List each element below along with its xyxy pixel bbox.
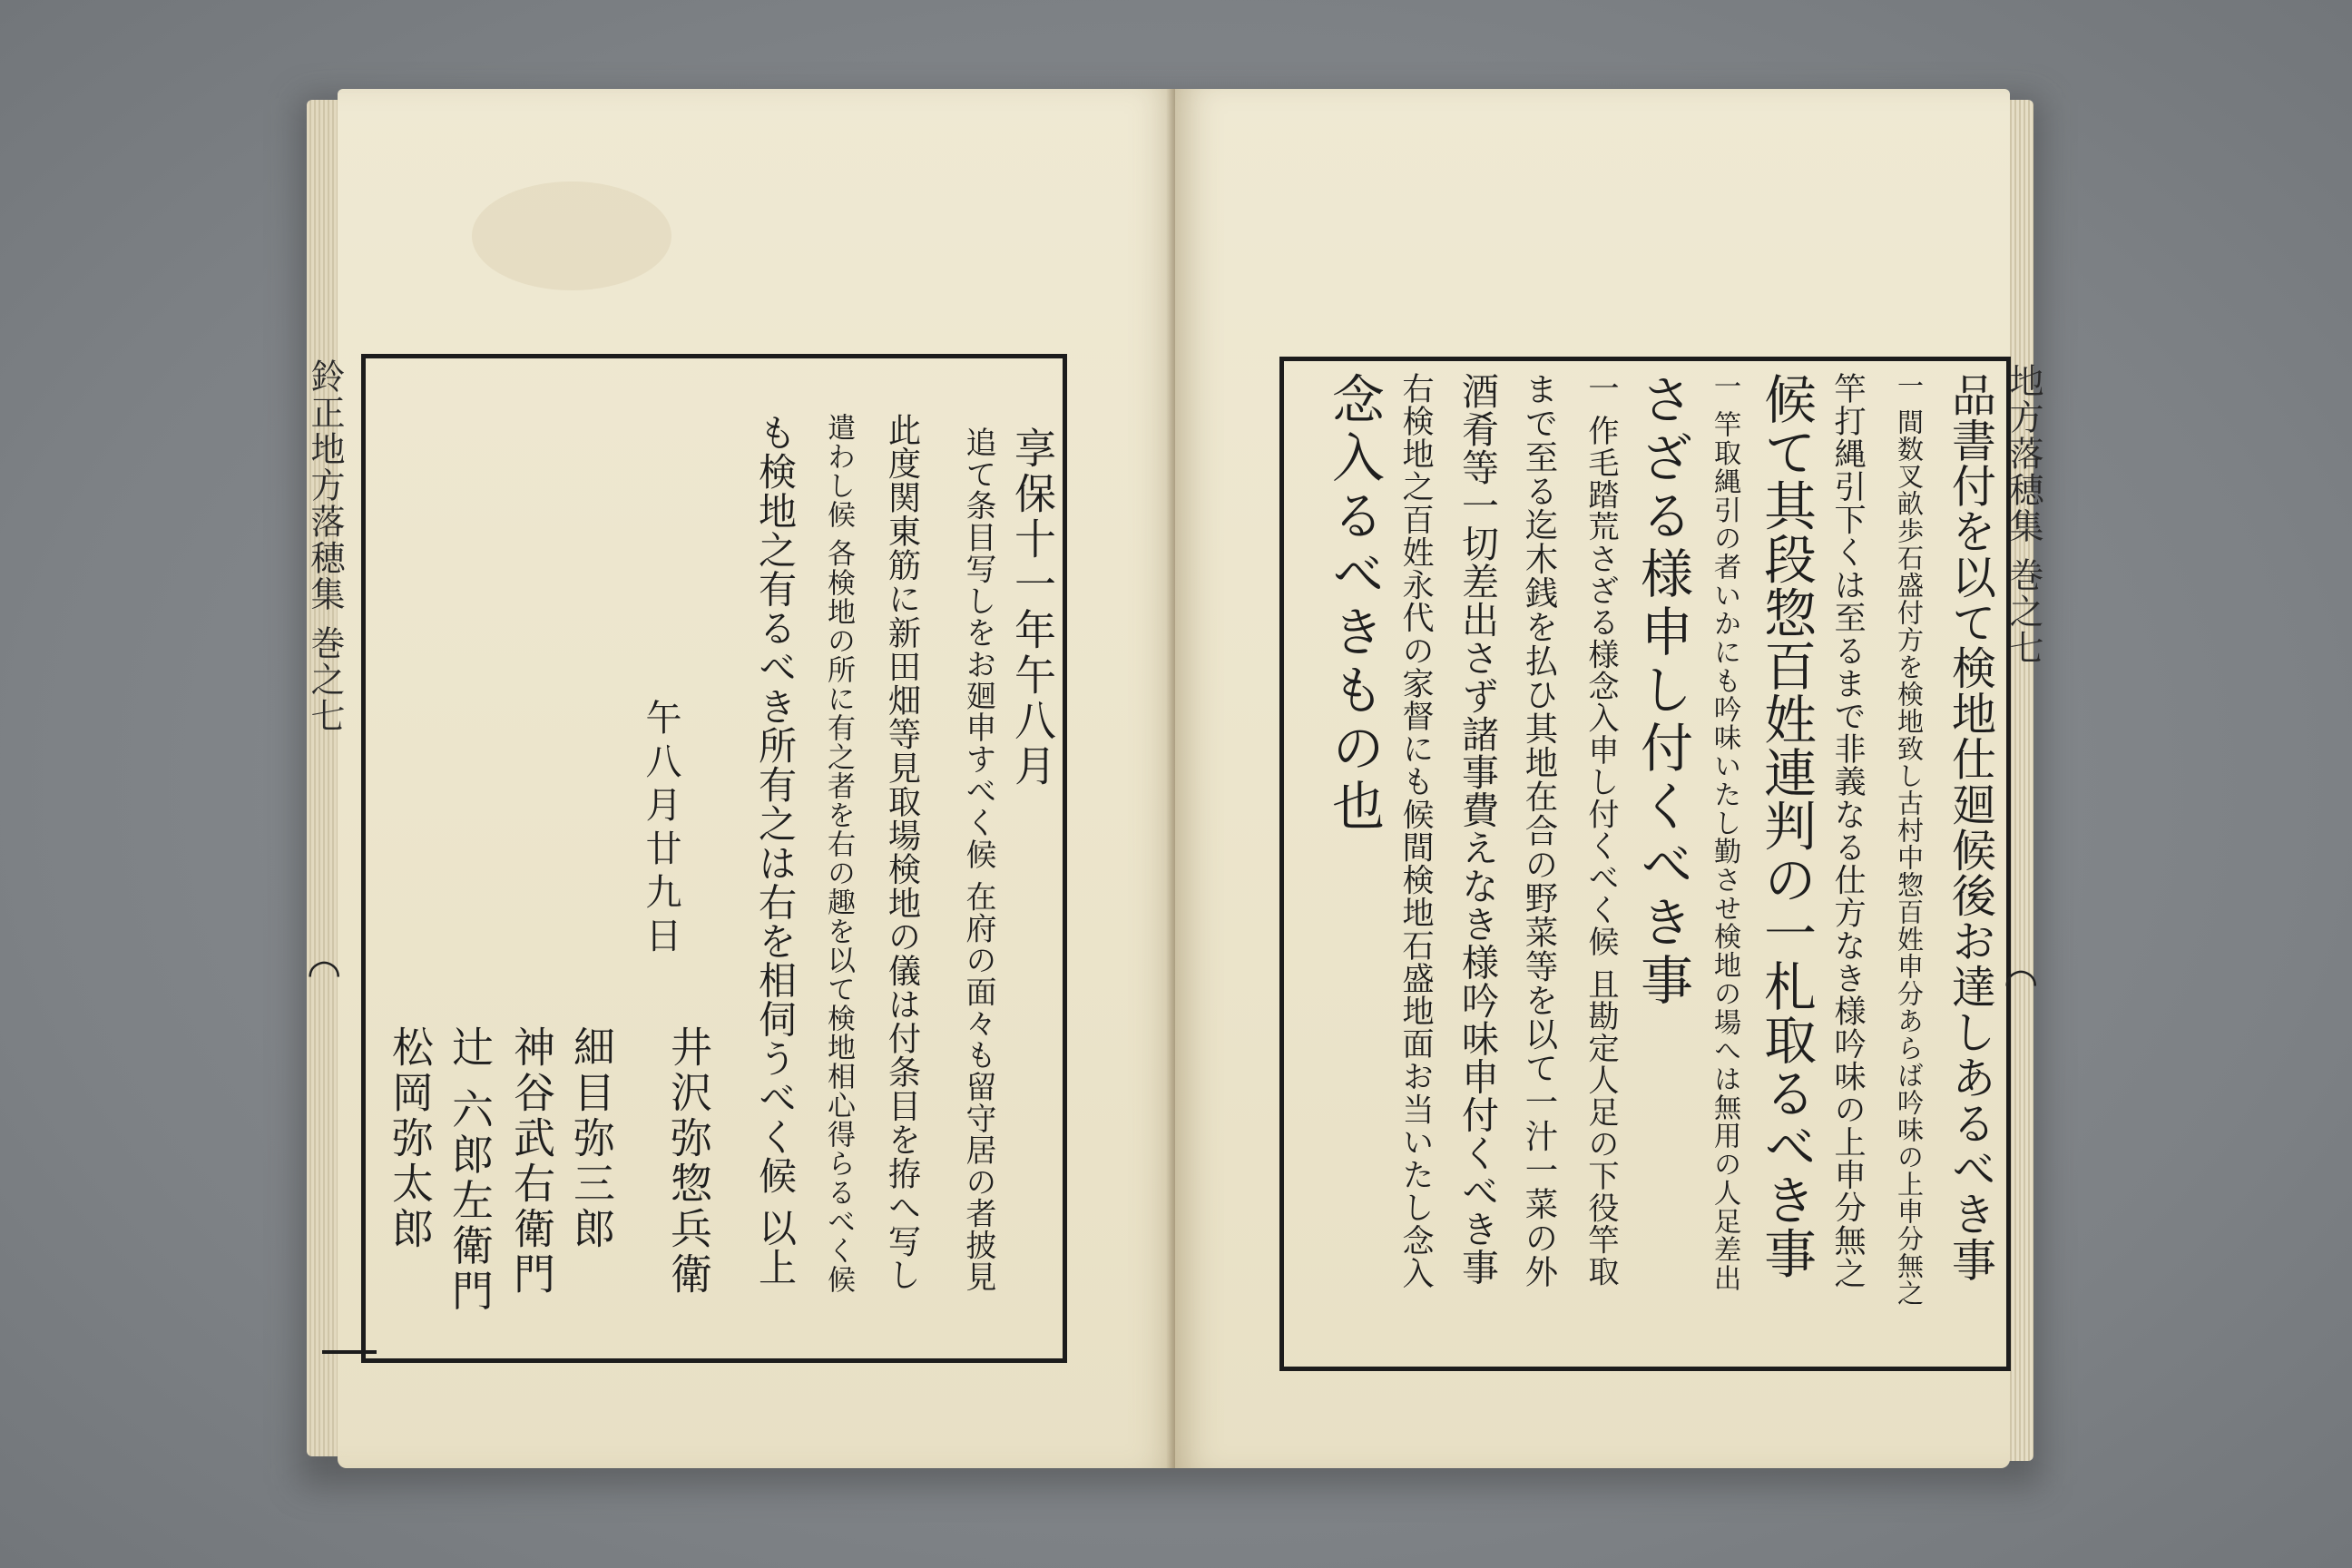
right-column-7: 一 作毛踏荒さざる様念入申し付くべく候 且勘定人足の下役竿取 [1583,372,1619,1288]
right-hashira: 地方落穂集 巻之七 [2004,363,2043,667]
right-column-11: 念入るべきもの也 [1323,372,1385,837]
left-column-1: 追て条目写しをお廻申すべく候 在府の面々も留守居の者披見 [961,426,996,1293]
left-date: 午八月廿九日 [640,699,681,960]
fishtail-mark-left: ◠ [307,951,342,997]
signatory-3: 神谷武右衛門 [507,1025,556,1298]
right-column-6: さざる様申し付くべき事 [1632,372,1693,1011]
paper-stain [472,181,671,290]
right-column-2: 一 間数叉畝歩石盛付方を検地致し古村中惣百姓申分あらば吟味の上申分無之 [1894,372,1925,1308]
bleed-through-text [1316,871,1384,924]
right-column-8: まで至る迄木銭を払ひ其地在合の野菜等を以て一汁一菜の外 [1520,372,1559,1289]
signatory-4: 辻 六郎左衛門 [446,1025,495,1315]
left-hashira: 鈴正地方落穂集 巻之七 [305,358,345,735]
fishtail-mark-right: ◠ [2004,960,2039,1006]
right-column-9: 酒肴等一切差出さず諸事費えなき様吟味申付くべき事 [1455,372,1499,1287]
right-column-10: 右検地之百姓永代の家督にも候間検地石盛地面お当いたし念入 [1397,372,1435,1290]
signatory-1: 井沢弥惣兵衛 [664,1025,713,1298]
left-era-date: 享保十一年午八月 [1008,426,1057,789]
left-column-4: 遣わし候 各検地の所に有之者を右の趣を以て検地相心得らるべく候 [822,413,855,1295]
signatory-2: 細目弥三郎 [567,1025,616,1252]
right-column-4: 候て其段惣百姓連判の一札取るべき事 [1755,372,1817,1280]
left-column-3: 此度関東筋に新田畑等見取場検地の儀は付条目を拵へ写し [883,413,922,1292]
right-column-5: 一 竿取縄引の者いかにも吟味いたし勤させ検地の場へは無用の人足差出 [1709,372,1740,1293]
signatory-5: 松岡弥太郎 [386,1025,435,1252]
left-column-5: も検地之有るべき所有之は右を相伺うべく候 以上 [753,413,798,1287]
right-column-1: 品書付を以て検地仕廻候後お達しあるべき事 [1945,372,1997,1283]
left-frame-rule [322,1350,377,1354]
right-column-3: 竿打縄引下くは至るまで非義なる仕方なき様吟味の上申分無之 [1829,372,1867,1290]
